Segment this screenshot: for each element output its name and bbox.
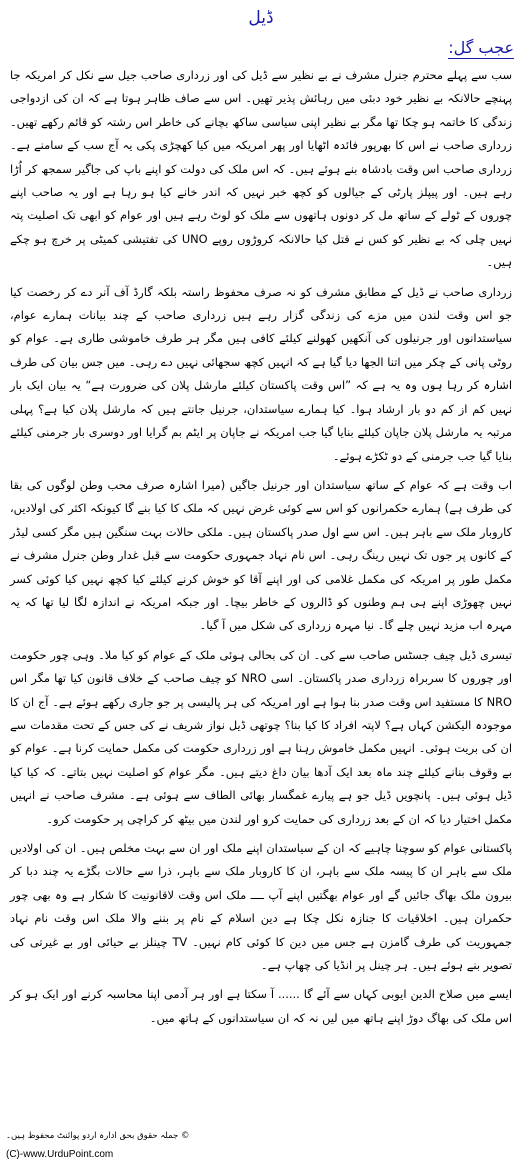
article-body <box>10 64 512 1036</box>
copyright-notice: © جملہ حقوق بحق ادارہ اردو پوائنٹ محفوظ ہیں۔ <box>6 1131 190 1141</box>
paragraph: زرداری صاحب نے ڈیل کے مطابق مشرف کو نہ صرف محفوظ راستہ بلکہ گارڈ آف آنر دے کر رخصت کیا جو اس وقت لندن میں مزے کی زندگی گزار رہے ہیں زرداری صاحب کے چند بیانات ہمارے عوام، سیاستدانوں اور جرنیلوں کی آنکھیں کھولنے کیلئے کافی ہیں مگر ہر طرف خاموشی طاری ہے۔ عوام کو روٹی پانی کے چکر میں اتنا الجھا دیا گیا ہے کہ انہیں کچھ سجھائی نہیں دے رہی۔ میں جس بیان کی طرف اشارہ کر رہا ہوں وہ یہ ہے کہ ”اس وقت پاکستان کیلئے مارشل پلان کی ضرورت ہے“ یہ بیان ایک بار نہیں کم از کم دو بار ارشاد ہوا۔ کیا ہمارے سیاستدان، جرنیل جانتے ہیں کہ مارشل پلان کیا ہے؟ پہلی مرتبہ یہ مارشل پلان جاپان کیلئے بنایا گیا جب امریکہ نے جاپان پر ایٹم بم گرایا اور دوسری بار جرمنی کیلئے بنایا گیا جب جرمنی کے دو ٹکڑے ہوئے۔ <box>10 284 512 463</box>
paragraph: پاکستانی عوام کو سوچنا چاہیے کہ ان کے سیاستدان اپنے ملک اور ان سے بہت مخلص ہیں۔ ان کی اولادیں ملک سے باہر ان کا پیسہ ملک سے باہر، ان کا کاروبار ملک سے باہر، ذرا سے حالات بگڑے یہ چند دبا کر بیرون ملک بھاگ جائیں گے اور عوام بھگتیں اپنے آپ ــــ ملک اس وقت لاقانونیت کا شکار ہے وہ بھی چور حکمران ہیں۔ اخلاقیات کا جنازہ نکل چکا ہے دین اسلام کے نام پر بننے والا ملک اس وقت نام نہاد جمہوریت کی طرف گامزن ہے جس میں دین کا کوئی کام نہیں۔ TV چینلز بے حیائی اور بے غیرتی کی تصویر بنے ہوئے ہیں۔ ہر چینل پر انڈیا کی چھاپ ہے۔ <box>10 841 512 973</box>
site-url[interactable]: (C)-www.UrduPoint.com <box>6 1149 114 1160</box>
paragraph: ایسے میں صلاح الدین ایوبی کہاں سے آئے گا ...... آ سکتا ہے اور ہر آدمی اپنا محاسبہ کرنے اور ایک ہو کر اس ملک کی بھاگ دوڑ اپنے ہاتھ میں لیں نہ کہ ان سیاستدانوں کے ہاتھ میں۔ <box>10 987 512 1025</box>
paragraph: سب سے پہلے محترم جنرل مشرف نے بے نظیر سے ڈیل کی اور زرداری صاحب جیل سے نکل کر امریکہ جا پہنچے حالانکہ بے نظیر خود دبئی میں رہائش پذیر تھیں۔ اس سے صاف ظاہر ہوتا ہے کہ ان کی ازدواجی زندگی کا خاتمہ ہو چکا تھا مگر بے نظیر اپنی سیاسی ساکھ بچانے کی خاطر اس رشتہ کو قائم رکھے تھیں۔ زرداری صاحب نے اس کا بھرپور فائدہ اٹھایا اور پھر امریکہ میں کیا کھچڑی پکی یہ آج سب کے سامنے ہے۔ زرداری صاحب اس وقت بادشاہ بنے ہوئے ہیں۔ کہ اس ملک کی دولت کو اپنے باپ کی جاگیر سمجھ کر اُڑا رہے ہیں۔ اور پیپلز پارٹی کے جیالوں کو کچھ خبر نہیں کہ اندر خانے کیا ہو رہا ہے اور یہ صاحب اپنے چوروں کے ٹولے کے ساتھ مل کر دونوں ہاتھوں سے ملک کو لوٹ رہے ہیں اور عوام کو ابھی تک اصلیت پتہ نہیں چلی کہ بے نظیر کو کس نے قتل کیا حالانکہ کروڑوں روپے UNO کی تفتیشی کمیٹی پر خرچ ہو چکے ہیں۔ <box>10 68 512 270</box>
author-name: عجب گل: <box>448 38 514 57</box>
article-title: ڈیل <box>248 8 274 28</box>
paragraph: اب وقت ہے کہ عوام کے ساتھ سیاستدان اور جرنیل جاگیں (میرا اشارہ صرف محب وطن لوگوں کی بقا کی طرف ہے) ہمارے حکمرانوں کو اس سے کوئی غرض نہیں کہ ملک کا کیا بنے گا کیونکہ اکثر کی اولادیں، کاروبار ملک سے باہر ہیں۔ اس سے اول صدر پاکستان ہیں۔ ملکی حالات بہت سنگین ہیں مگر کسی لیڈر کے کانوں پر جوں تک نہیں رینگ رہی۔ اس نام نہاد جمہوری حکومت سے قبل غدار وطن جنرل مشرف نے مکمل طور پر امریکہ کی مکمل غلامی کی اور اپنے آقا کو خوش کرنے کیلئے کیا کچھ نہیں کیا کوئی کسر نہیں چھوڑی اپنے ہی ہم وطنوں کو ڈالروں کے خاطر بیچا۔ اور جبکہ امریکہ نے اندازہ لگا لیا تھا کہ یہ مہرہ اب مزید نہیں چلے گا۔ نیا مہرہ زرداری کی شکل میں آ گیا۔ <box>10 477 512 633</box>
paragraph: تیسری ڈیل چیف جسٹس صاحب سے کی۔ ان کی بحالی ہوئی ملک کے عوام کو کیا ملا۔ وہی چور حکومت اور چوروں کا سربراہ زرداری صدر پاکستان۔ اسی NRO کو چیف صاحب کے خلاف قانون کیا تھا مگر اس NRO کا مستفید اس وقت صدر بنا ہوا ہے اور امریکہ کی ہر پالیسی پر جو جاری رکھے ہوئے ہے۔ آج ان کا موجودہ الیکشن کہاں ہے؟ لاپتہ افراد کا کیا بنا؟ چوتھی ڈیل نواز شریف نے کی جس کے تحت مقدمات سے ان کی بریت ہوئی۔ انہیں مکمل خاموش رہنا ہے اور زرداری حکومت کی مکمل حمایت کرنا ہے۔ عوام کو بے وقوف بنانے کیلئے چند ماہ بعد ایک آدھا بیان داغ دیتے ہیں۔ مگر عوام کو اصلیت نہیں بتاتے۔ کہ کیا کیا ڈیل ہوئی ہیں۔ پانچویں ڈیل جو ہے پیارے غمگسار بھائی الطاف سے ہوئی ہے۔ مشرف صاحب نے انہیں مکمل اختیار دیا کہ ان کے بعد زرداری کی حمایت کرو اور لندن میں بیٹھ کر کراچی پر حکومت کرو۔ <box>10 647 513 826</box>
